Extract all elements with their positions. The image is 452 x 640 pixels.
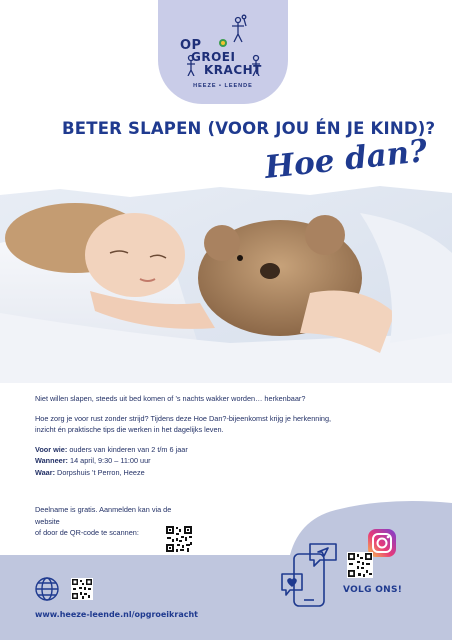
website-qr-code-icon[interactable] xyxy=(71,578,93,600)
wanneer-label: Wanneer: xyxy=(35,456,68,465)
wanneer-row xyxy=(35,455,425,467)
headline: BETER SLAPEN (VOOR JOU ÉN JE KIND)? xyxy=(62,119,436,138)
logo-subtitle: HEEZE • LEENDE xyxy=(193,83,253,89)
logo-text-kracht: KRACHT xyxy=(204,63,262,77)
sleeping-child-with-teddy-bear-icon xyxy=(0,183,452,383)
waar-value: Dorpshuis ’t Perron, Heeze xyxy=(55,467,145,477)
wanneer-value: 14 april, 9:30 – 11:00 uur xyxy=(67,456,151,465)
website-link[interactable]: www.heeze-leende.nl/opgroeikracht xyxy=(35,610,198,619)
registration-text xyxy=(35,504,185,539)
voor-wie-label: Voor wie: xyxy=(35,444,68,454)
waar-label: Waar: xyxy=(35,467,56,477)
script-title: Hoe dan? xyxy=(263,133,429,186)
registration-line-1: Deelname is gratis. Aanmelden kan via de website xyxy=(35,505,172,526)
voor-wie-value: ouders van kinderen van 2 t/m 6 jaar xyxy=(67,444,188,454)
event-details xyxy=(35,444,425,479)
follow-us-label: VOLG ONS! xyxy=(343,585,403,595)
footer-band xyxy=(0,555,452,640)
logo xyxy=(158,0,288,104)
intro-text xyxy=(35,393,425,486)
social-qr-code-icon[interactable] xyxy=(347,552,373,578)
logo-text-op: OP xyxy=(180,38,202,53)
description-paragraph xyxy=(35,413,425,436)
registration-line-2: of door de QR-code te scannen: xyxy=(35,528,139,537)
voor-wie-row xyxy=(35,444,425,456)
logo-text-groei: GROEI xyxy=(191,50,236,64)
hero-photo xyxy=(0,183,452,383)
intro-paragraph: Niet willen slapen, steeds uit bed komen of ’s nachts wakker worden… herkenbaar? xyxy=(35,394,306,403)
waar-row xyxy=(35,467,425,479)
social-media-phone-icon xyxy=(280,540,345,610)
description-line-1: Hoe zorg je voor rust zonder strijd? Tijdens deze Hoe Dan?-bijeenkomst krijg je herkenning, xyxy=(35,413,332,423)
registration-qr-code-icon[interactable] xyxy=(165,525,193,553)
description-line-2: inzicht én praktische tips die werken in het dagelijks leven. xyxy=(35,425,224,434)
globe-icon xyxy=(34,576,60,602)
